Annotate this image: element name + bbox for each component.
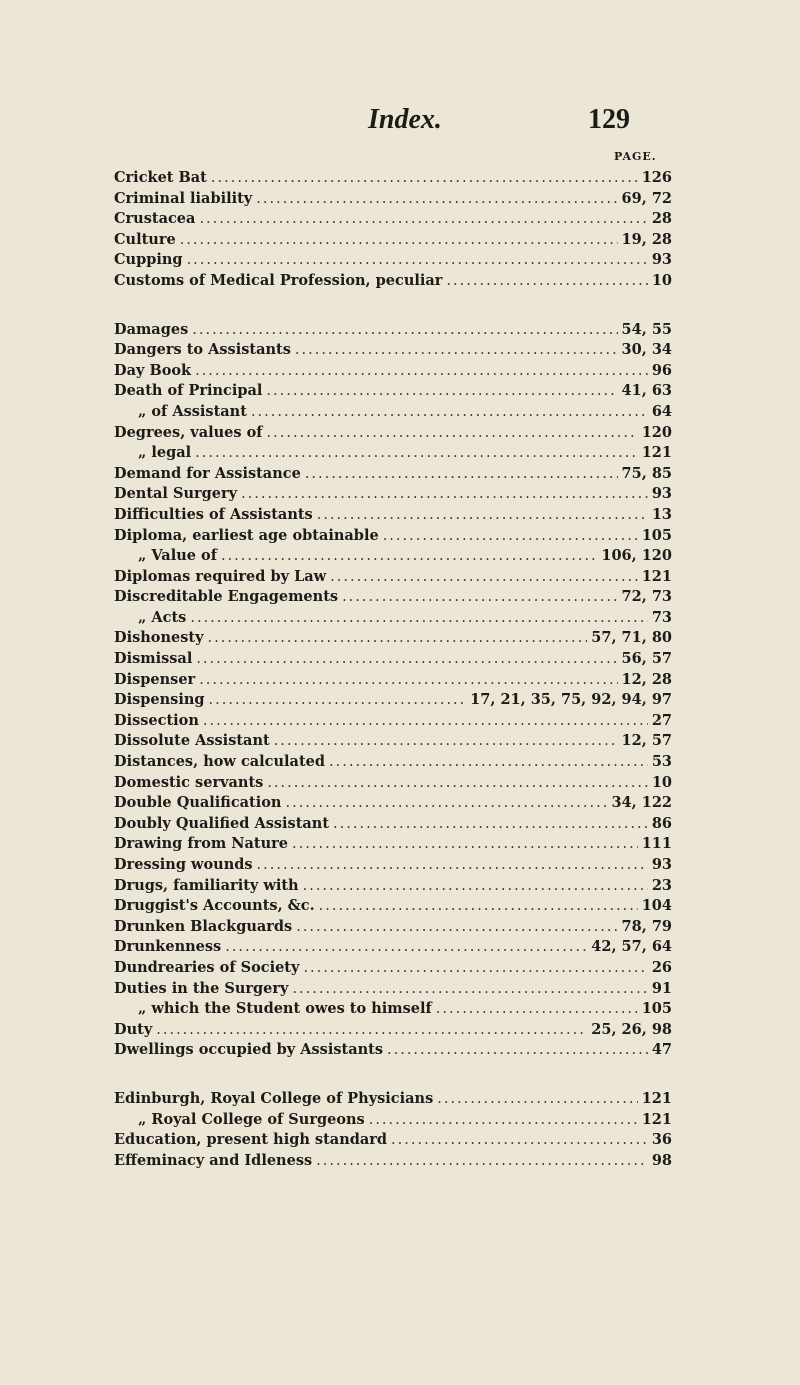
entry-term: Dismissal	[114, 650, 193, 668]
index-entry	[114, 1151, 672, 1172]
dot-leader	[195, 361, 648, 382]
index-entry	[114, 168, 672, 189]
entry-term: „ Value of	[138, 547, 217, 565]
index-entry	[114, 896, 672, 917]
dot-leader	[241, 484, 648, 505]
dot-leader	[156, 1020, 587, 1041]
entry-pages: 23	[651, 876, 672, 894]
index-entry	[114, 526, 672, 547]
dot-leader	[211, 168, 638, 189]
index-entry	[114, 505, 672, 526]
entry-pages: 10	[651, 271, 672, 289]
entry-term: Drugs, familiarity with	[114, 876, 299, 894]
index-entry	[114, 567, 672, 588]
dot-leader	[266, 381, 617, 402]
entry-term: Difficulties of Assistants	[114, 505, 313, 523]
dot-leader	[329, 752, 648, 773]
dot-leader	[256, 189, 617, 210]
index-entry	[114, 464, 672, 485]
entry-term: Death of Principal	[114, 382, 263, 400]
running-title: Index.	[368, 104, 442, 135]
entry-term: Edinburgh, Royal College of Physicians	[114, 1089, 434, 1107]
index-entry	[114, 402, 672, 423]
entry-term: Diplomas required by Law	[114, 567, 327, 585]
index-entry	[114, 834, 672, 855]
index-entry	[114, 917, 672, 938]
dot-leader	[305, 464, 618, 485]
dot-leader	[292, 979, 647, 1000]
dot-leader	[209, 690, 467, 711]
index-entry	[114, 814, 672, 835]
index-entry	[114, 711, 672, 732]
entry-pages: 86	[651, 814, 672, 832]
entry-term: Dishonesty	[114, 629, 204, 647]
entry-term: Discreditable Engagements	[114, 588, 339, 606]
index-entry	[114, 876, 672, 897]
entry-term: Customs of Medical Profession, peculiar	[114, 271, 443, 289]
entry-pages: 34, 122	[611, 794, 672, 812]
entry-pages: 42, 57, 64	[591, 938, 672, 956]
dot-leader	[285, 793, 607, 814]
index-entry	[114, 1020, 672, 1041]
entry-pages: 54, 55	[621, 320, 672, 338]
entry-term: Drunkenness	[114, 938, 222, 956]
entry-pages: 121	[641, 1110, 672, 1128]
dot-leader	[267, 773, 648, 794]
entry-term: Effeminacy and Idleness	[114, 1151, 313, 1169]
entry-pages: 93	[651, 856, 672, 873]
entry-term: Drunken Blackguards	[114, 917, 293, 935]
entry-term: Demand for Assistance	[114, 464, 301, 482]
entry-term: Dressing wounds	[114, 856, 253, 873]
index-section	[114, 168, 672, 292]
entry-term: „ which the Student owes to himself	[138, 1000, 432, 1018]
index-entry	[114, 670, 672, 691]
entry-term: Dundrearies of Society	[114, 958, 300, 976]
dot-leader	[196, 649, 617, 670]
index-entry	[114, 958, 672, 979]
entry-pages: 93	[651, 485, 672, 503]
dot-leader	[342, 587, 617, 608]
entry-term: Double Qualification	[114, 794, 282, 812]
dot-leader	[292, 834, 638, 855]
entry-term: Dissolute Assistant	[114, 732, 270, 750]
entry-pages: 105	[641, 1000, 672, 1018]
dot-leader	[391, 1130, 648, 1151]
entry-term: Doubly Qualified Assistant	[114, 814, 330, 832]
index-entry	[114, 937, 672, 958]
dot-leader	[446, 271, 647, 292]
dot-leader	[251, 402, 648, 423]
entry-pages: 26	[651, 958, 672, 976]
entry-term: Dispensing	[114, 691, 205, 709]
dot-leader	[317, 505, 648, 526]
entry-pages: 69, 72	[621, 189, 672, 207]
entry-pages: 96	[651, 361, 672, 379]
dot-leader	[330, 567, 638, 588]
entry-term: Dissection	[114, 711, 199, 729]
page-number: 129	[588, 104, 630, 135]
index-entry	[114, 381, 672, 402]
dot-leader	[437, 1089, 637, 1110]
dot-leader	[203, 711, 648, 732]
entry-pages: 57, 71, 80	[591, 629, 672, 647]
entry-pages: 53	[651, 753, 672, 771]
entry-pages: 121	[641, 1089, 672, 1107]
entry-pages: 36	[651, 1131, 672, 1149]
index-entry	[114, 250, 672, 271]
entry-term: Drawing from Nature	[114, 835, 289, 853]
entry-term: Diploma, earliest age obtainable	[114, 526, 379, 544]
dot-leader	[208, 628, 588, 649]
entry-pages: 111	[641, 835, 672, 853]
index-section	[114, 1089, 672, 1171]
index-entry	[114, 443, 672, 464]
dot-leader	[316, 1151, 648, 1172]
index-entry	[114, 340, 672, 361]
entry-term: Degrees, values of	[114, 423, 263, 441]
entry-term: Dental Surgery	[114, 485, 238, 503]
entry-term: Distances, how calculated	[114, 753, 326, 771]
dot-leader	[180, 230, 618, 251]
dot-leader	[303, 958, 647, 979]
entry-term: Damages	[114, 320, 189, 338]
entry-term: Duty	[114, 1020, 153, 1038]
dot-leader	[225, 937, 587, 958]
entry-pages: 120	[641, 423, 672, 441]
dot-leader	[369, 1110, 638, 1131]
entry-term: „ Acts	[138, 608, 187, 626]
entry-pages: 121	[641, 444, 672, 462]
entry-pages: 12, 28	[621, 670, 672, 688]
entry-pages: 28	[651, 210, 672, 228]
index-entry	[114, 1089, 672, 1110]
entry-pages: 41, 63	[621, 382, 672, 400]
dot-leader	[387, 1040, 648, 1061]
index-entry	[114, 230, 672, 251]
index-entry	[114, 423, 672, 444]
entry-term: „ legal	[138, 444, 192, 462]
entry-pages: 91	[651, 979, 672, 997]
entry-term: „ of Assistant	[138, 402, 247, 420]
entry-pages: 10	[651, 773, 672, 791]
index-entry	[114, 361, 672, 382]
entry-term: Day Book	[114, 361, 192, 379]
dot-leader	[319, 896, 638, 917]
entry-pages: 64	[651, 402, 672, 420]
entry-pages: 17, 21, 35, 75, 92, 94, 97	[470, 691, 672, 709]
entry-pages: 121	[641, 567, 672, 585]
entry-pages: 104	[641, 897, 672, 915]
index-entry	[114, 999, 672, 1020]
dot-leader	[257, 855, 648, 876]
index-entry	[114, 1130, 672, 1151]
index-entry	[114, 628, 672, 649]
index-entry	[114, 484, 672, 505]
index-entry	[114, 731, 672, 752]
entry-pages: 106, 120	[601, 547, 672, 565]
entry-pages: 75, 85	[621, 464, 672, 482]
dot-leader	[192, 320, 617, 341]
entry-term: Crustacea	[114, 210, 196, 228]
dot-leader	[195, 443, 638, 464]
dot-leader	[187, 250, 648, 271]
index-entry	[114, 752, 672, 773]
entry-term: Domestic servants	[114, 773, 264, 791]
entry-term: Cupping	[114, 251, 183, 269]
entry-pages: 19, 28	[621, 230, 672, 248]
entry-term: Dwellings occupied by Assistants	[114, 1041, 383, 1059]
dot-leader	[267, 423, 638, 444]
index-entry	[114, 793, 672, 814]
entry-pages: 98	[651, 1151, 672, 1169]
entry-term: Cricket Bat	[114, 169, 207, 186]
index-entry	[114, 320, 672, 341]
entry-pages: 105	[641, 526, 672, 544]
index-entry	[114, 209, 672, 230]
dot-leader	[436, 999, 638, 1020]
entry-pages: 27	[651, 711, 672, 729]
entry-term: „ Royal College of Surgeons	[138, 1110, 365, 1128]
entry-pages: 73	[651, 608, 672, 626]
entry-pages: 93	[651, 251, 672, 269]
entry-pages: 12, 57	[621, 732, 672, 750]
entry-term: Culture	[114, 230, 176, 248]
page-column-label: PAGE.	[614, 150, 657, 163]
index-entry	[114, 189, 672, 210]
index-list	[114, 168, 672, 1199]
entry-pages: 126	[641, 169, 672, 186]
dot-leader	[274, 731, 618, 752]
entry-pages: 56, 57	[621, 650, 672, 668]
entry-pages: 78, 79	[621, 917, 672, 935]
entry-pages: 72, 73	[621, 588, 672, 606]
index-entry	[114, 979, 672, 1000]
index-entry	[114, 1040, 672, 1061]
index-entry	[114, 608, 672, 629]
index-entry	[114, 690, 672, 711]
entry-pages: 25, 26, 98	[591, 1020, 672, 1038]
entry-term: Druggist's Accounts, &c.	[114, 897, 315, 915]
entry-pages: 30, 34	[621, 341, 672, 359]
dot-leader	[199, 209, 647, 230]
dot-leader	[383, 526, 638, 547]
dot-leader	[221, 546, 597, 567]
index-section	[114, 320, 672, 1061]
entry-term: Dispenser	[114, 670, 196, 688]
dot-leader	[190, 608, 647, 629]
dot-leader	[303, 876, 648, 897]
entry-term: Education, present high standard	[114, 1131, 388, 1149]
entry-pages: 47	[651, 1041, 672, 1059]
index-entry	[114, 855, 672, 876]
index-entry	[114, 1110, 672, 1131]
page-header	[0, 104, 800, 144]
index-entry	[114, 773, 672, 794]
index-entry	[114, 271, 672, 292]
dot-leader	[295, 340, 618, 361]
dot-leader	[199, 670, 617, 691]
entry-term: Duties in the Surgery	[114, 979, 289, 997]
entry-term: Dangers to Assistants	[114, 341, 291, 359]
entry-pages: 13	[651, 505, 672, 523]
entry-term: Criminal liability	[114, 189, 253, 207]
index-entry	[114, 546, 672, 567]
dot-leader	[333, 814, 648, 835]
dot-leader	[296, 917, 617, 938]
index-entry	[114, 587, 672, 608]
index-entry	[114, 649, 672, 670]
